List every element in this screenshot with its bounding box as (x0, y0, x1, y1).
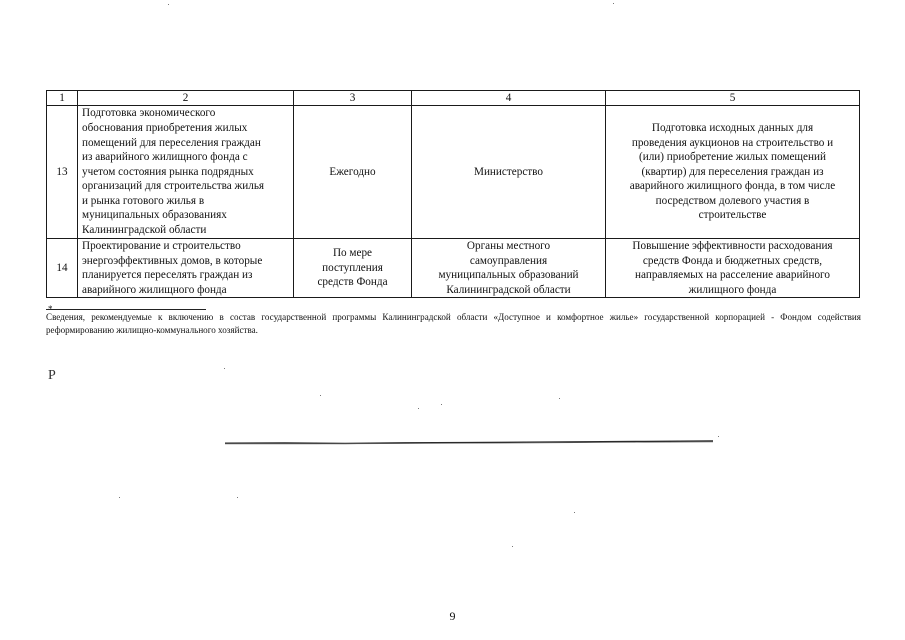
scan-speck (559, 398, 560, 399)
measure-period: Ежегодно (294, 106, 412, 239)
measure-responsible: Министерство (412, 106, 606, 239)
column-header-1: 1 (47, 91, 78, 106)
measure-description: Подготовка экономического обоснования приобретения жилых помещений для переселения граждан из аварийного жилищного фонда с учетом состояния рынка подрядных организаций для строительства жилья и рынка готового жилья в муниципальных образованиях Калининградской области (78, 106, 294, 239)
column-header-5: 5 (606, 91, 860, 106)
scan-speck (613, 3, 614, 4)
row-number: 14 (47, 239, 78, 298)
scan-speck (418, 408, 419, 409)
measure-responsible: Органы местного самоуправления муниципальных образований Калининградской области (412, 239, 606, 298)
scan-speck (237, 497, 238, 498)
column-header-2: 2 (78, 91, 294, 106)
table-row (47, 106, 860, 239)
measures-table (46, 90, 860, 298)
column-header-4: 4 (412, 91, 606, 106)
column-header-3: 3 (294, 91, 412, 106)
footnote-text: Сведения, рекомендуемые к включению в состав государственной программы Калининградской области «Доступное и комфортное жилье» государственной корпорацией - Фондом содействия реформированию жилищно-коммунального хозяйства. (46, 312, 861, 335)
closing-rule-line (225, 440, 713, 445)
table-header-row (47, 91, 860, 106)
measure-result: Подготовка исходных данных для проведения аукционов на строительство и (или) приобретение жилых помещений (квартир) для переселения граждан из аварийного жилищного фонда, в том числе посредством долевого участия в строительстве (606, 106, 860, 239)
scan-speck (119, 497, 120, 498)
scan-speck (574, 512, 575, 513)
scan-speck (168, 4, 169, 5)
footnote-marker: * (48, 304, 53, 314)
cut-off-text-fragment: Р (48, 368, 56, 383)
scan-speck (320, 395, 321, 396)
table-row (47, 239, 860, 298)
scan-speck (224, 368, 225, 369)
page-number: 9 (449, 609, 456, 623)
measure-description: Проектирование и строительство энергоэффективных домов, в которые планируется переселять граждан из аварийного жилищного фонда (78, 239, 294, 298)
measure-period: По мере поступления средств Фонда (294, 239, 412, 298)
row-number: 13 (47, 106, 78, 239)
scan-speck (718, 436, 719, 437)
scan-speck (441, 404, 442, 405)
footnote-separator (46, 309, 206, 310)
measure-result: Повышение эффективности расходования средств Фонда и бюджетных средств, направляемых на расселение аварийного жилищного фонда (606, 239, 860, 298)
scan-speck (512, 546, 513, 547)
